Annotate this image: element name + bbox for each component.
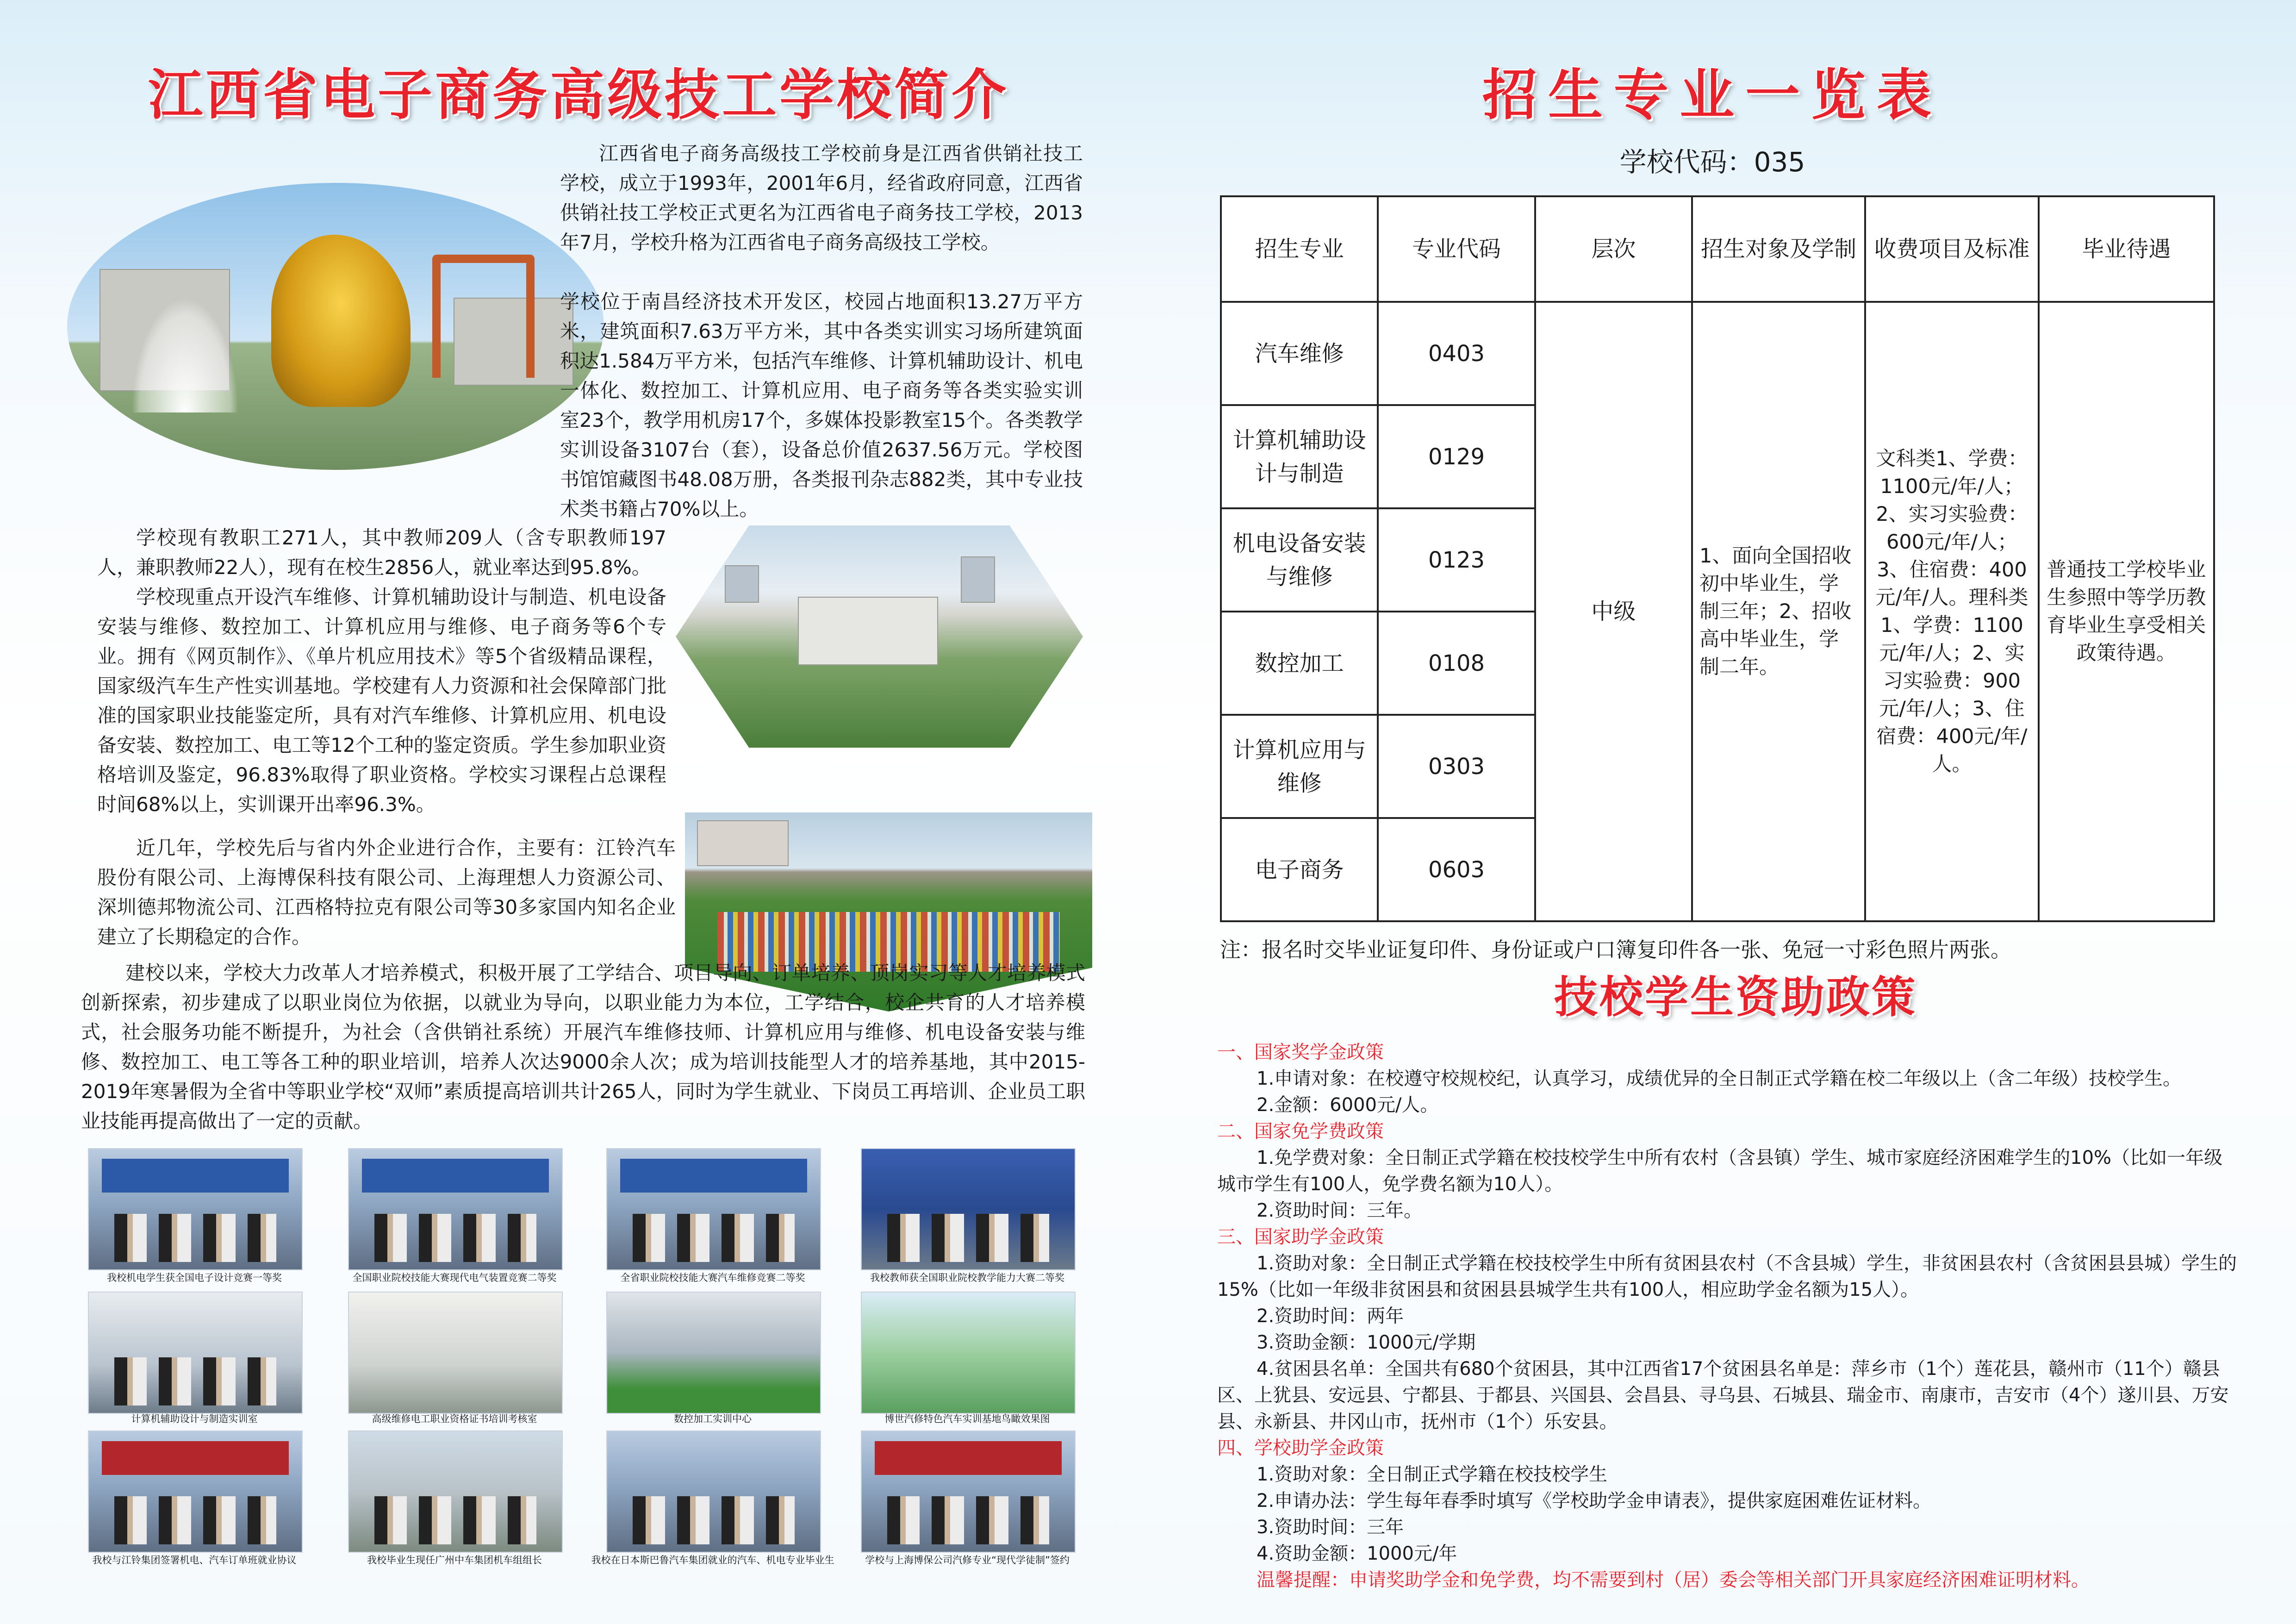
grid-caption-1: 我校机电学生获全国电子设计竞赛一等奖 (107, 1272, 282, 1283)
intro-para-2: 学校位于南昌经济技术开发区，校园占地面积13.27万平方米，建筑面积7.63万平方米，其中各类实训实习场所建筑面积达1.584万平方米，包括汽车维修、计算机辅助设计、机电一体化、数控加工、计算机应用、电子商务等各类实验实训室23个，教学用机房17个，多媒体投影教室15个。各类教学实训设备3107台（套），设备总价值2637.56万元。学校图书馆馆藏图书48.08万册，各类报刊杂志882类，其中专业技术类书籍占70%以上。 (560, 290, 1083, 520)
grid-photo-2 (348, 1148, 563, 1270)
major-code: 0303 (1378, 715, 1535, 818)
major-name: 电子商务 (1221, 818, 1378, 921)
major-name: 数控加工 (1221, 612, 1378, 715)
policy-line: 4.资助金额：1000元/年 (1257, 1543, 1457, 1564)
grid-caption-11: 我校在日本斯巴鲁汽车集团就业的汽车、机电专业毕业生 (591, 1555, 834, 1566)
grid-photo-5 (88, 1292, 303, 1414)
table-row (1221, 302, 2214, 405)
grid-caption-9: 我校与江铃集团签署机电、汽车订单班就业协议 (92, 1555, 297, 1566)
major-name: 计算机应用与维修 (1221, 715, 1378, 818)
aid-policy-title: 技校学生资助政策 (1554, 972, 1917, 1023)
grid-photo-10 (348, 1430, 563, 1553)
intro-text-bottom (81, 958, 1085, 1136)
grid-caption-2: 全国职业院校技能大赛现代电气装置竞赛二等奖 (352, 1272, 557, 1283)
header-code: 专业代码 (1378, 196, 1535, 302)
header-target: 招生对象及学制 (1692, 196, 1865, 302)
policy-line: 2.资助时间：两年 (1257, 1305, 1404, 1327)
policy-line: 1.申请对象：在校遵守校规校纪，认真学习，成绩优异的全日制正式学籍在校二年级以上（含二年级）技校学生。 (1257, 1068, 2182, 1089)
major-code: 0603 (1378, 818, 1535, 921)
campus-aerial-photo (676, 525, 1083, 748)
policy-line: 1.免学费对象：全日制正式学籍在校技校学生中所有农村（含县镇）学生、城市家庭经济困难学生的10%（比如一年级城市学生有100人，免学费名额为10人）。 (1217, 1147, 2223, 1195)
major-name: 汽车维修 (1221, 302, 1378, 405)
grid-caption-12: 学校与上海博保公司汽修专业“现代学徒制”签约 (865, 1555, 1070, 1566)
grid-photo-6 (348, 1292, 563, 1414)
policy-line: 2.金额：6000元/人。 (1257, 1094, 1439, 1116)
fees-cell: 文科类1、学费：1100元/年/人；2、实习实验费：600元/年/人；3、住宿费：400元/年/人。理科类1、学费：1100元/年/人；2、实习实验费：900元/年/人；3、住宿费：400元/年/人。 (1865, 302, 2038, 921)
policy-line: 1.资助对象：全日制正式学籍在校技校学生 (1257, 1464, 1608, 1485)
school-code: 学校代码：035 (1619, 146, 1805, 178)
grid-photo-4 (861, 1148, 1076, 1270)
grid-caption-5: 计算机辅助设计与制造实训室 (131, 1413, 258, 1424)
intro-para-1: 江西省电子商务高级技工学校前身是江西省供销社技工学校，成立于1993年，2001年6月，经省政府同意，江西省供销社技工学校正式更名为江西省电子商务技工学校，2013年7月，学校升格为江西省电子商务高级技工学校。 (560, 142, 1083, 254)
policy-heading-1: 一、国家奖学金政策 (1217, 1042, 1384, 1063)
grid-caption-3: 全省职业院校技能大赛汽车维修竞赛二等奖 (620, 1272, 805, 1283)
intro-text-top (560, 139, 1083, 257)
benefit-cell: 普通技工学校毕业生参照中等学历教育毕业生享受相关政策待遇。 (2039, 302, 2214, 921)
warm-reminder (1217, 1567, 2240, 1593)
grid-caption-10: 我校毕业生现任广州中车集团机车组组长 (367, 1555, 542, 1566)
grid-caption-8: 博世汽修特色汽车实训基地鸟瞰效果图 (884, 1413, 1050, 1424)
policy-line: 2.申请办法：学生每年春季时填写《学校助学金申请表》，提供家庭困难佐证材料。 (1257, 1490, 1932, 1512)
enrollment-table (1220, 195, 2215, 922)
grid-photo-3 (606, 1148, 821, 1270)
major-code: 0123 (1378, 508, 1535, 612)
intro-text-lower (97, 833, 676, 952)
grid-photo-9 (88, 1430, 303, 1553)
policy-line: 1.资助对象：全日制正式学籍在校技校学生中所有贫困县农村（不含县城）学生，非贫困县农村（含贫困县县城）学生的15%（比如一年级非贫困县和贫困县县城学生共有100人，相应助学金名额为15人）。 (1217, 1253, 2237, 1300)
grid-photo-1 (88, 1148, 303, 1270)
policy-line: 3.资助金额：1000元/学期 (1257, 1332, 1476, 1353)
major-name: 计算机辅助设计与制造 (1221, 405, 1378, 508)
grid-caption-7: 数控加工实训中心 (674, 1413, 752, 1424)
intro-para-6: 建校以来，学校大力改革人才培养模式，积极开展了工学结合、项目导向、订单培养、顶岗实习等人才培养模式创新探索，初步建成了以职业岗位为依据，以就业为导向，以职业能力为本位，工学结合，校企共育的人才培养模式，社会服务功能不断提升，为社会（含供销社系统）开展汽车维修技师、计算机应用与维修、机电设备安装与维修、数控加工、电工等各工种的职业培训，培养人次达9000余人次；成为培训技能型人才的培养基地，其中2015-2019年寒暑假为全省中等职业学校“双师”素质提高培训共计265人，同时为学生就业、下岗员工再培训、企业员工职业技能再提高做出了一定的贡献。 (81, 962, 1085, 1132)
policy-heading-4: 四、学校助学金政策 (1217, 1437, 1384, 1459)
table-header-row (1221, 196, 2214, 302)
intro-text-campus (97, 287, 1083, 524)
reminder-label: 温馨提醒： (1257, 1569, 1349, 1591)
target-cell: 1、面向全国招收初中毕业生，学制三年；2、招收高中毕业生，学制二年。 (1692, 302, 1865, 921)
major-code: 0108 (1378, 612, 1535, 715)
intro-title: 江西省电子商务高级技工学校简介 (148, 63, 1009, 127)
policy-heading-3: 三、国家助学金政策 (1217, 1226, 1384, 1248)
reminder-text: 申请奖助学金和免学费，均不需要到村（居）委会等相关部门开具家庭经济困难证明材料。 (1349, 1569, 2090, 1591)
grid-photo-12 (861, 1430, 1076, 1553)
grid-photo-8 (861, 1292, 1076, 1414)
grid-caption-6: 高级维修电工职业资格证书培训考核室 (372, 1413, 537, 1424)
header-level: 层次 (1535, 196, 1692, 302)
enrollment-title: 招生专业一览表 (1482, 63, 1942, 127)
intro-para-3: 学校现有教职工271人，其中教师209人（含专职教师197人，兼职教师22人），现有在校生2856人，就业率达到95.8%。 (97, 526, 666, 579)
grid-photo-7 (606, 1292, 821, 1414)
grid-photo-11 (606, 1430, 821, 1553)
policy-line: 4.贫困县名单：全国共有680个贫困县，其中江西省17个贫困县名单是：萍乡市（1个）莲花县，赣州市（11个）赣县区、上犹县、安远县、宁都县、于都县、兴国县、会昌县、寻乌县、石城县、瑞金市、南康市，吉安市（4个）遂川县、万安县、永新县、井冈山市，抚州市（1个）乐安县。 (1217, 1358, 2229, 1432)
header-major: 招生专业 (1221, 196, 1378, 302)
intro-para-5: 近几年，学校先后与省内外企业进行合作，主要有：江铃汽车股份有限公司、上海博保科技有限公司、上海理想人力资源公司、深圳德邦物流公司、江西格特拉克有限公司等30多家国内知名企业建立了长期稳定的合作。 (97, 837, 676, 948)
policy-line: 3.资助时间：三年 (1257, 1517, 1404, 1538)
grid-caption-4: 我校教师获全国职业院校教学能力大赛二等奖 (870, 1272, 1064, 1283)
aid-policy-list (1217, 1039, 2240, 1593)
policy-heading-2: 二、国家免学费政策 (1217, 1121, 1384, 1142)
major-code: 0129 (1378, 405, 1535, 508)
header-fees: 收费项目及标准 (1865, 196, 2038, 302)
level-cell: 中级 (1535, 302, 1692, 921)
major-code: 0403 (1378, 302, 1535, 405)
registration-note: 注：报名时交毕业证复印件、身份证或户口簿复印件各一张、免冠一寸彩色照片两张。 (1220, 937, 2012, 962)
policy-line: 2.资助时间：三年。 (1257, 1200, 1423, 1221)
intro-para-4: 学校现重点开设汽车维修、计算机辅助设计与制造、机电设备安装与维修、数控加工、计算机应用与维修、电子商务等6个专业。拥有《网页制作》、《单片机应用技术》等5个省级精品课程，国家级汽车生产性实训基地。学校建有人力资源和社会保障部门批准的国家职业技能鉴定所，具有对汽车维修、计算机应用、机电设备安装、数控加工、电工等12个工种的鉴定资质。学生参加职业资格培训及鉴定，96.83%取得了职业资格。学校实习课程占总课程时间68%以上，实训课开出率96.3%。 (97, 586, 666, 816)
header-benefit: 毕业待遇 (2039, 196, 2214, 302)
major-name: 机电设备安装与维修 (1221, 508, 1378, 612)
intro-text-middle (97, 523, 666, 819)
